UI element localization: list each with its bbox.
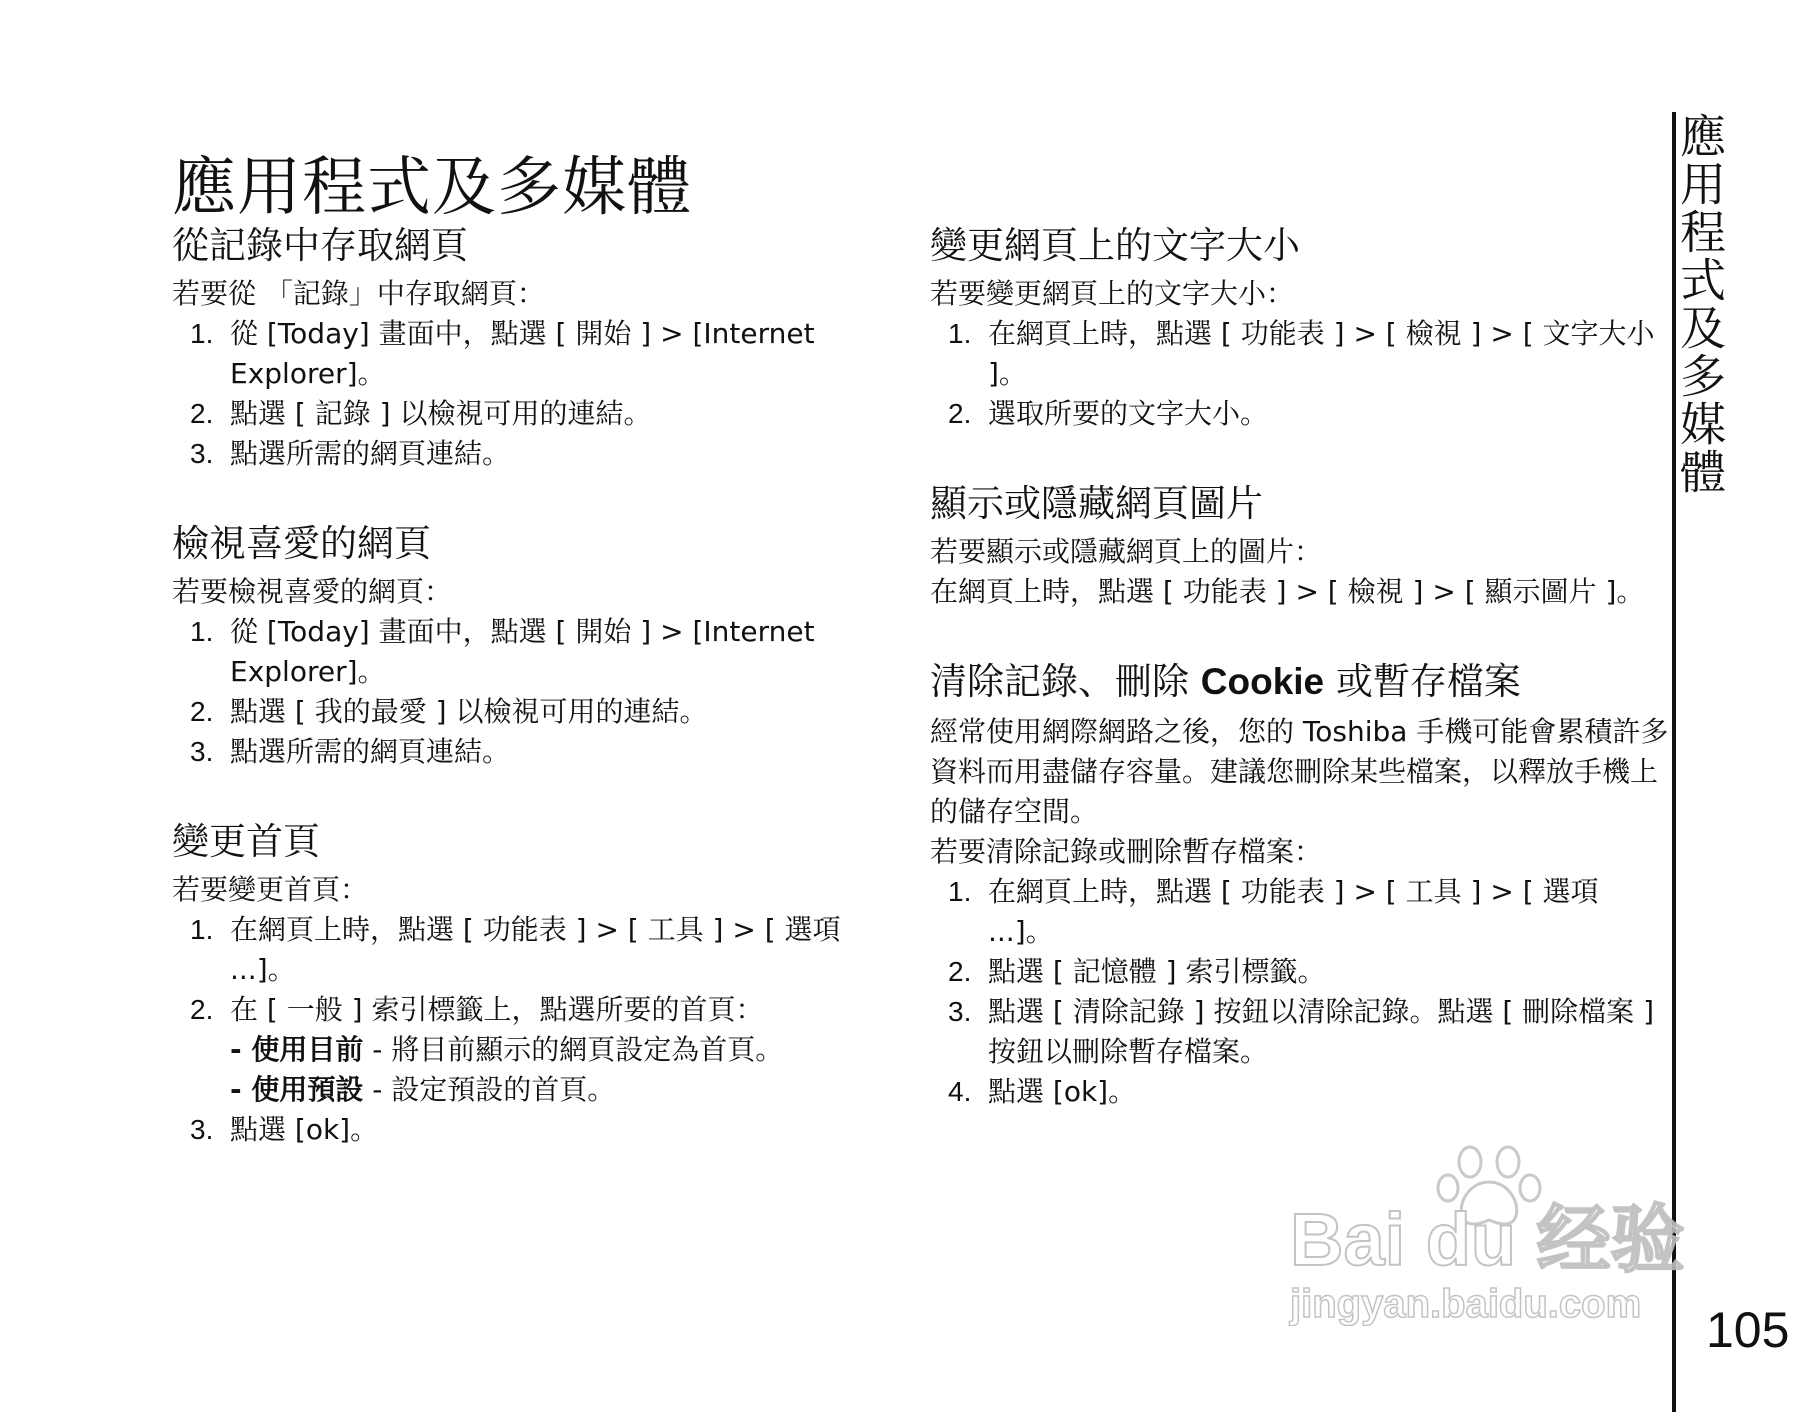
step-item [930,314,1670,394]
option-term: - 使用目前 [230,1033,364,1066]
step-number: 2. [948,398,972,429]
step-item [172,612,902,692]
section-body: 在網頁上時，點選 [ 功能表 ] > [ 檢視 ] > [ 顯示圖片 ]。 [930,575,1645,608]
section-show-pictures [930,480,1670,612]
step-number: 1. [948,876,972,907]
section-intro: 若要變更首頁： [172,873,369,906]
step-item [172,732,902,772]
step-text: 在 [ 一般 ] 索引標籤上，點選所要的首頁： [230,993,764,1026]
steps-list [930,314,1670,434]
right-column [930,222,1670,1158]
section-history [172,222,902,474]
step-number: 2. [948,956,972,987]
step-text: 點選 [ok]。 [988,1075,1137,1108]
section-heading: 變更首頁 [172,820,320,863]
heading-part: 清除記錄、刪除 [930,660,1201,703]
step-number: 1. [190,914,214,945]
step-text: 從 [Today] 畫面中，點選 [ 開始 ] > [Internet Explorer]。 [230,615,815,688]
step-item [172,314,902,394]
step-number: 1. [190,318,214,349]
section-text-size [930,222,1670,434]
page-number: 105 [1706,1302,1790,1358]
option-use-default [230,1070,902,1110]
section-clear-history [930,658,1670,1112]
watermark-brand: Bai du 经验 [1290,1198,1685,1281]
steps-list [172,314,902,474]
section-homepage [172,818,902,1150]
option-use-current [230,1030,902,1070]
option-desc: - 設定預設的首頁。 [363,1073,616,1106]
step-text: 點選 [ 記錄 ] 以檢視可用的連結。 [230,397,652,430]
step-item [172,692,902,732]
step-number: 3. [190,438,214,469]
section-intro: 若要變更網頁上的文字大小： [930,277,1295,310]
step-text: 點選所需的網頁連結。 [230,437,511,470]
steps-list [172,910,902,1150]
section-intro: 若要檢視喜愛的網頁： [172,575,453,608]
step-number: 3. [190,1114,214,1145]
step-number: 2. [190,398,214,429]
section-heading [930,658,1670,706]
step-number: 3. [190,736,214,767]
step-number: 3. [948,996,972,1027]
step-item [930,394,1670,434]
heading-cookie: Cookie [1200,661,1325,702]
step-text: 點選 [ 清除記錄 ] 按鈕以清除記錄。點選 [ 刪除檔案 ] 按鈕以刪除暫存檔案。 [988,995,1655,1068]
step-text: 在網頁上時，點選 [ 功能表 ] > [ 檢視 ] > [ 文字大小 ]。 [988,317,1655,390]
step-item [172,910,902,990]
step-number: 2. [190,696,214,727]
section-heading: 變更網頁上的文字大小 [930,224,1300,267]
section-heading: 從記錄中存取網頁 [172,224,468,267]
steps-list [930,872,1670,1112]
section-favorites [172,520,902,772]
step-text: 點選 [ok]。 [230,1113,379,1146]
option-term: - 使用預設 [230,1073,364,1106]
section-body: 經常使用網際網路之後，您的 Toshiba 手機可能會累積許多資料而用盡儲存容量。建議您刪除某些檔案，以釋放手機上的儲存空間。 [930,715,1669,828]
step-text: 點選 [ 記憶體 ] 索引標籤。 [988,955,1326,988]
step-text: 點選所需的網頁連結。 [230,735,511,768]
step-item [172,1110,902,1150]
step-text: 在網頁上時，點選 [ 功能表 ] > [ 工具 ] > [ 選項 ...]。 [988,875,1599,948]
left-column [172,222,902,1196]
step-item [930,1072,1670,1112]
step-text: 在網頁上時，點選 [ 功能表 ] > [ 工具 ] > [ 選項 ...]。 [230,913,841,986]
step-number: 1. [948,318,972,349]
step-text: 從 [Today] 畫面中，點選 [ 開始 ] > [Internet Explorer]。 [230,317,815,390]
step-text: 點選 [ 我的最愛 ] 以檢視可用的連結。 [230,695,708,728]
side-tab-title: 應用程式及多媒體 [1673,112,1727,496]
heading-part: 或暫存檔案 [1324,660,1521,703]
step-number: 1. [190,616,214,647]
section-heading: 檢視喜愛的網頁 [172,522,431,565]
watermark [1290,1140,1710,1340]
page-title: 應用程式及多媒體 [172,150,692,225]
step-item [930,952,1670,992]
step-item [172,394,902,434]
watermark-url: jingyan.baidu.com [1290,1282,1642,1326]
section-intro: 若要顯示或隱藏網頁上的圖片： [930,535,1323,568]
step-number: 4. [948,1076,972,1107]
step-item [172,990,902,1110]
step-number: 2. [190,994,214,1025]
step-item [930,992,1670,1072]
section-intro: 若要從 「記錄」中存取網頁： [172,277,545,310]
section-heading: 顯示或隱藏網頁圖片 [930,482,1263,525]
step-item [930,872,1670,952]
step-item [172,434,902,474]
step-text: 選取所要的文字大小。 [988,397,1269,430]
steps-list [172,612,902,772]
option-desc: - 將目前顯示的網頁設定為首頁。 [363,1033,784,1066]
section-intro: 若要清除記錄或刪除暫存檔案： [930,835,1323,868]
